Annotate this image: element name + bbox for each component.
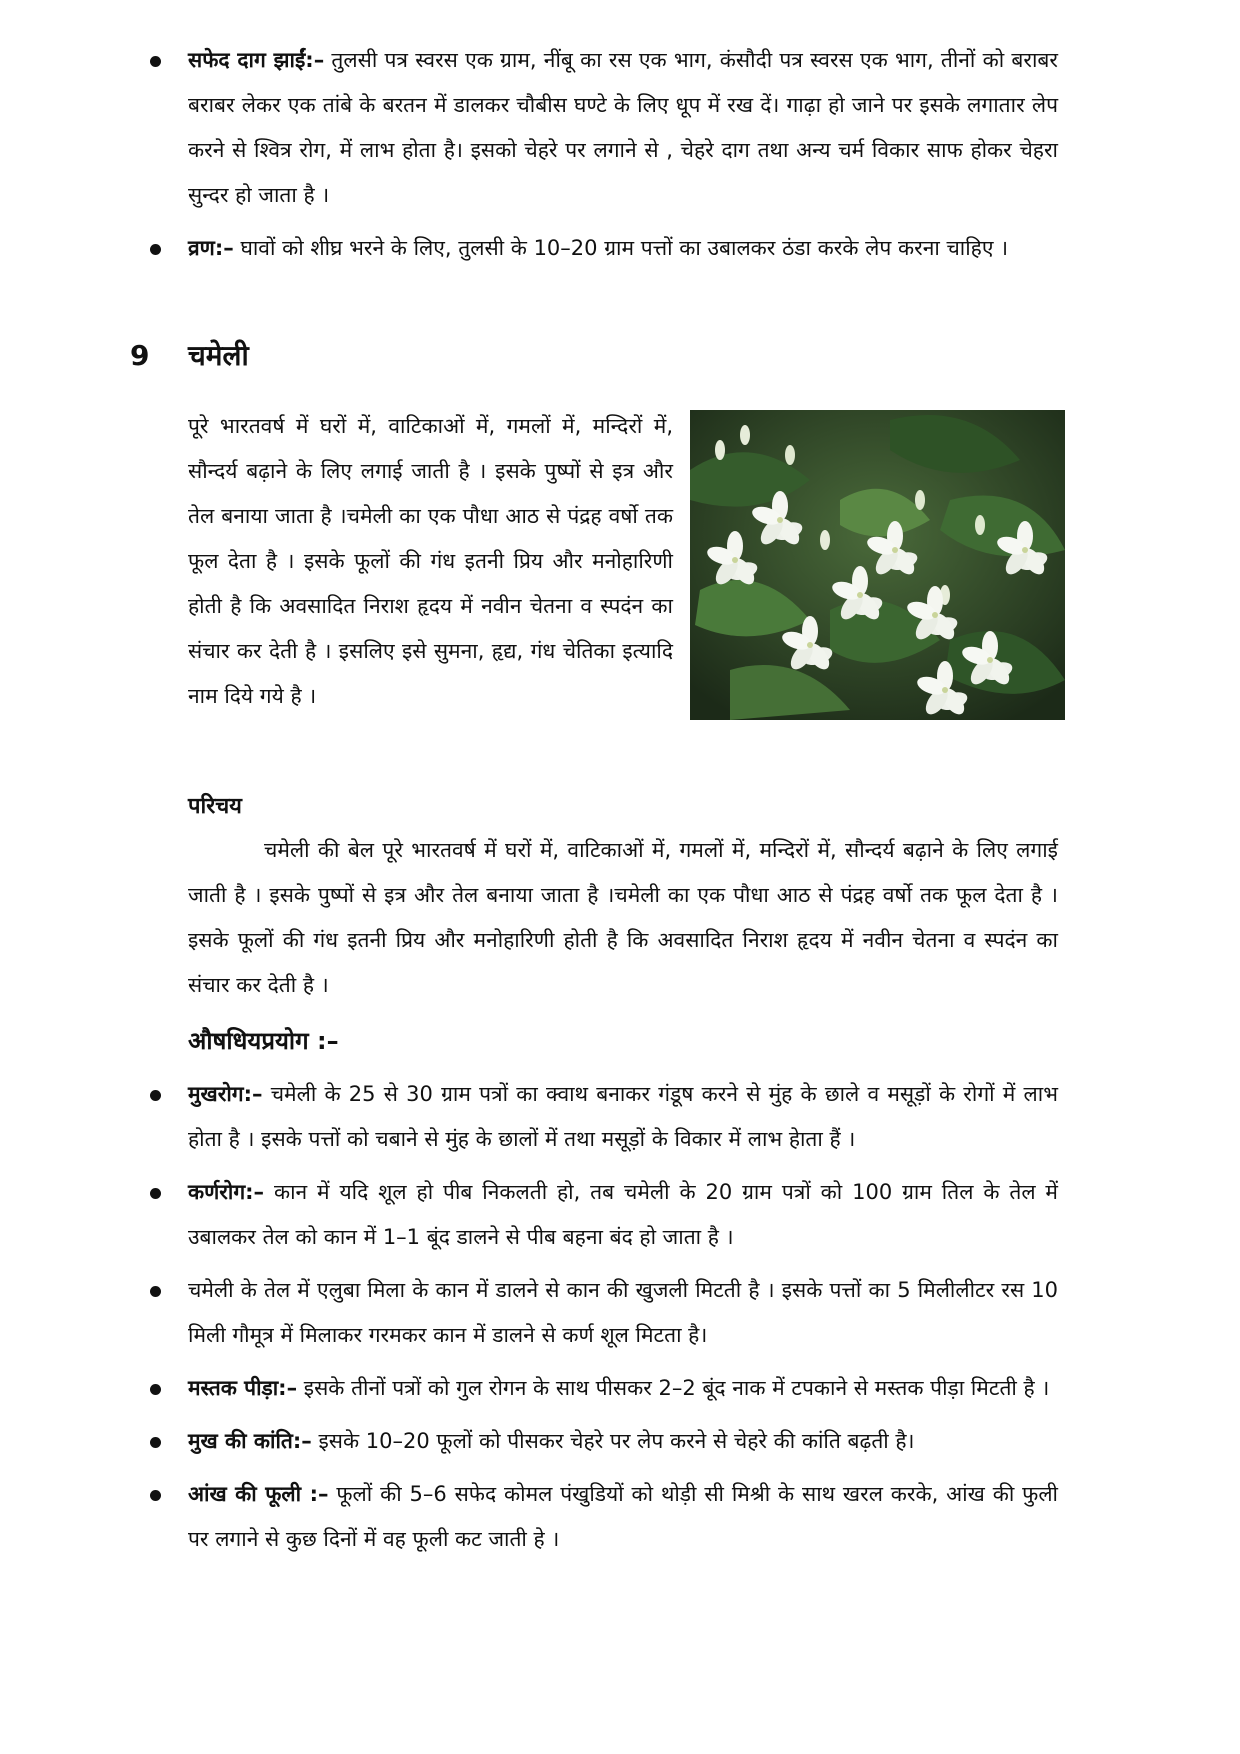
- bullet-text: इसके 10–20 फूलों को पीसकर चेहरे पर लेप करने से चेहरे की कांति बढ़ती है।: [311, 1429, 915, 1453]
- bullet-icon: [150, 1490, 161, 1501]
- section-title: चमेली: [188, 339, 249, 372]
- section-heading: [130, 336, 249, 374]
- bullet-term: आंख की फूली :–: [188, 1482, 329, 1506]
- uses-bullet-list: [0, 1072, 1240, 1562]
- bullet-text: कान में यदि शूल हो पीब निकलती हो, तब चमेली के 20 ग्राम पत्रों को 100 ग्राम तिल के तेल में उबालकर तेल को कान में 1–1 बूंद डालने से पीब बहना बंद हो जाता है ।: [188, 1180, 1058, 1249]
- list-item: [0, 1072, 1058, 1162]
- jasmine-photo: [690, 410, 1065, 720]
- bullet-icon: [150, 1090, 161, 1101]
- bullet-icon: [150, 1286, 161, 1297]
- bullet-term: मुख की कांति:–: [188, 1429, 312, 1453]
- list-item: [0, 226, 1058, 271]
- bullet-text: चमेली के 25 से 30 ग्राम पत्रों का क्वाथ बनाकर गंडूष करने से मुंह के छाले व मसूड़ों के रोगों में लाभ होता है । इसके पत्तों को चबाने से मुंह के छालों में तथा मसूड़ों के विकार में लाभ हेाता हैं ।: [188, 1082, 1058, 1151]
- section-number: 9: [130, 339, 150, 372]
- bullet-term: कर्णरोग:–: [188, 1180, 265, 1204]
- bullet-icon: [150, 1437, 161, 1448]
- bullet-text: फूलों की 5–6 सफेद कोमल पंखुडियों को थोड़ी सी मिश्री के साथ खरल करके, आंख की फुली पर लगाने से कुछ दिनों में वह फूली कट जाती हे ।: [188, 1482, 1058, 1551]
- parichay-paragraph: चमेली की बेल पूरे भारतवर्ष में घरों में, वाटिकाओं में, गमलों में, मन्दिरों में, सौन्दर्य बढ़ाने के लिए लगाई जाती है । इसके पुष्पों से इत्र और तेल बनाया जाता है ।चमेली का एक पौधा आठ से पंद्रह वर्षो तक फूल देता है । इसके फूलों की गंध इतनी प्रिय और मनोहारिणी होती है कि अवसादित निराश हृदय में नवीन चेतना व स्पदंन का संचार कर देती है ।: [188, 838, 1058, 997]
- list-item: [0, 1419, 1058, 1464]
- bullet-text: चमेली के तेल में एलुबा मिला के कान में डालने से कान की खुजली मिटती है । इसके पत्तों का 5 मिलीलीटर रस 10 मिली गौमूत्र में मिलाकर गरमकर कान में डालने से कर्ण शूल मिटता है।: [188, 1278, 1058, 1347]
- aushadh-heading: औषधियप्रयोग :–: [188, 1027, 339, 1055]
- list-item: [0, 1366, 1058, 1411]
- bullet-icon: [150, 1188, 161, 1199]
- bullet-term: मुखरोग:–: [188, 1082, 263, 1106]
- bullet-icon: [150, 244, 161, 255]
- list-item: [0, 1472, 1058, 1562]
- tulsi-bullet-list: [0, 38, 1240, 271]
- list-item: [0, 1268, 1058, 1358]
- bullet-icon: [150, 56, 161, 67]
- list-item: [0, 38, 1058, 218]
- bullet-term: सफेद दाग झाईं:–: [188, 48, 325, 72]
- bullet-icon: [150, 1384, 161, 1395]
- list-item: [0, 1170, 1058, 1260]
- bullet-term: मस्तक पीड़ा:–: [188, 1376, 298, 1400]
- bullet-term: व्रण:–: [188, 236, 234, 260]
- bullet-text: इसके तीनों पत्रों को गुल रोगन के साथ पीसकर 2–2 बूंद नाक में टपकाने से मस्तक पीड़ा मिटती है ।: [297, 1376, 1050, 1400]
- bullet-text: तुलसी पत्र स्वरस एक ग्राम, नींबू का रस एक भाग, कंसौदी पत्र स्वरस एक भाग, तीनों को बराबर बराबर लेकर एक तांबे के बरतन में डालकर चौबीस घण्टे के लिए धूप में रख दें। गाढ़ा हो जाने पर इसके लगातार लेप करने से श्वित्र रोग, में लाभ होता है। इसको चेहरे पर लगाने से , चेहरे दाग तथा अन्य चर्म विकार साफ होकर चेहरा सुन्दर हो जाता है ।: [188, 48, 1058, 207]
- bullet-text: घावों को शीघ्र भरने के लिए, तुलसी के 10–20 ग्राम पत्तों का उबालकर ठंडा करके लेप करना चाहिए ।: [233, 236, 1009, 260]
- intro-paragraph: पूरे भारतवर्ष में घरों में, वाटिकाओं में, गमलों में, मन्दिरों में, सौन्दर्य बढ़ाने के लिए लगाई जाती है । इसके पुष्पों से इत्र और तेल बनाया जाता है ।चमेली का एक पौधा आठ से पंद्रह वर्षो तक फूल देता है । इसके फूलों की गंध इतनी प्रिय और मनोहारिणी होती है कि अवसादित निराश हृदय में नवीन चेतना व स्पदंन का संचार कर देती है । इसलिए इसे सुमना, हृद्य, गंध चेतिका इत्यादि नाम दिये गये है ।: [188, 414, 673, 708]
- parichay-heading: परिचय: [188, 794, 242, 819]
